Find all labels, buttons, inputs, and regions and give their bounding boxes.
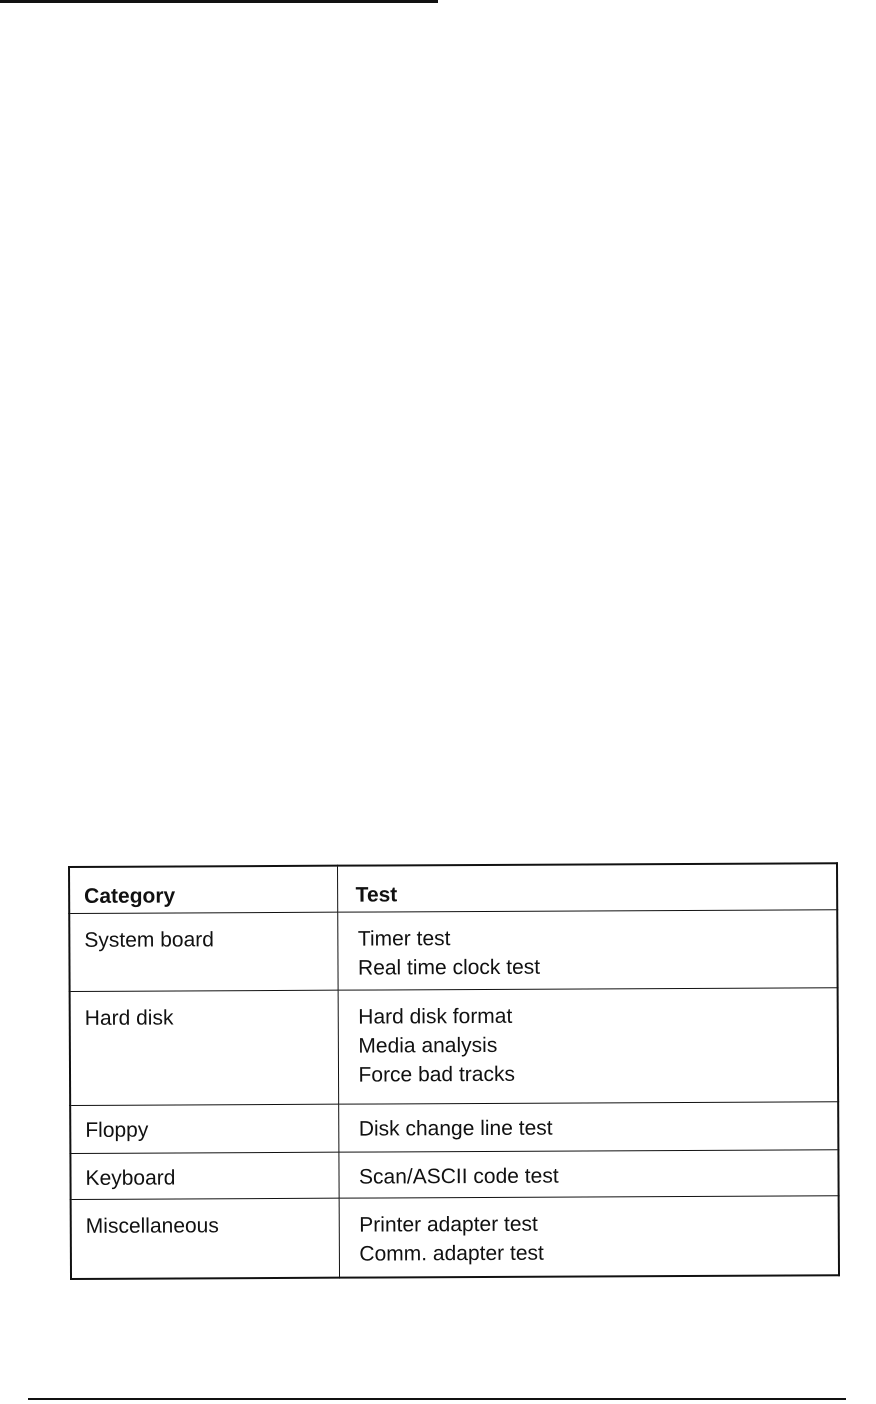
table-row <box>71 1195 839 1279</box>
table-row <box>69 909 837 991</box>
table-row <box>70 1101 838 1153</box>
table-row <box>70 1149 838 1199</box>
top-rule <box>0 0 438 3</box>
test-item: Printer adapter test <box>359 1212 538 1237</box>
test-item: Scan/ASCII code test <box>358 1164 559 1189</box>
category-cell: Miscellaneous <box>71 1198 339 1279</box>
table-row <box>70 987 839 1105</box>
test-item: Hard disk format <box>358 1004 513 1029</box>
category-cell: System board <box>69 912 337 991</box>
test-cell <box>338 1149 838 1197</box>
header-category: Category <box>69 866 337 913</box>
bottom-rule <box>28 1398 846 1400</box>
test-item: Timer test <box>357 926 451 951</box>
category-cell: Floppy <box>70 1104 338 1153</box>
header-test: Test <box>337 863 837 911</box>
test-item: Comm. adapter test <box>359 1241 544 1266</box>
category-cell: Keyboard <box>70 1152 338 1199</box>
test-cell <box>338 1101 838 1151</box>
test-item: Real time clock test <box>357 955 541 980</box>
test-cell <box>338 987 839 1103</box>
diagnostics-table-wrapper <box>68 862 838 1280</box>
test-item: Disk change line test <box>358 1116 553 1141</box>
test-item: Media analysis <box>358 1033 498 1058</box>
test-cell <box>337 909 837 989</box>
table-header-row <box>69 863 837 913</box>
category-cell: Hard disk <box>70 990 339 1105</box>
test-cell <box>339 1195 839 1277</box>
test-item: Force bad tracks <box>358 1062 515 1087</box>
diagnostics-table <box>68 862 840 1280</box>
